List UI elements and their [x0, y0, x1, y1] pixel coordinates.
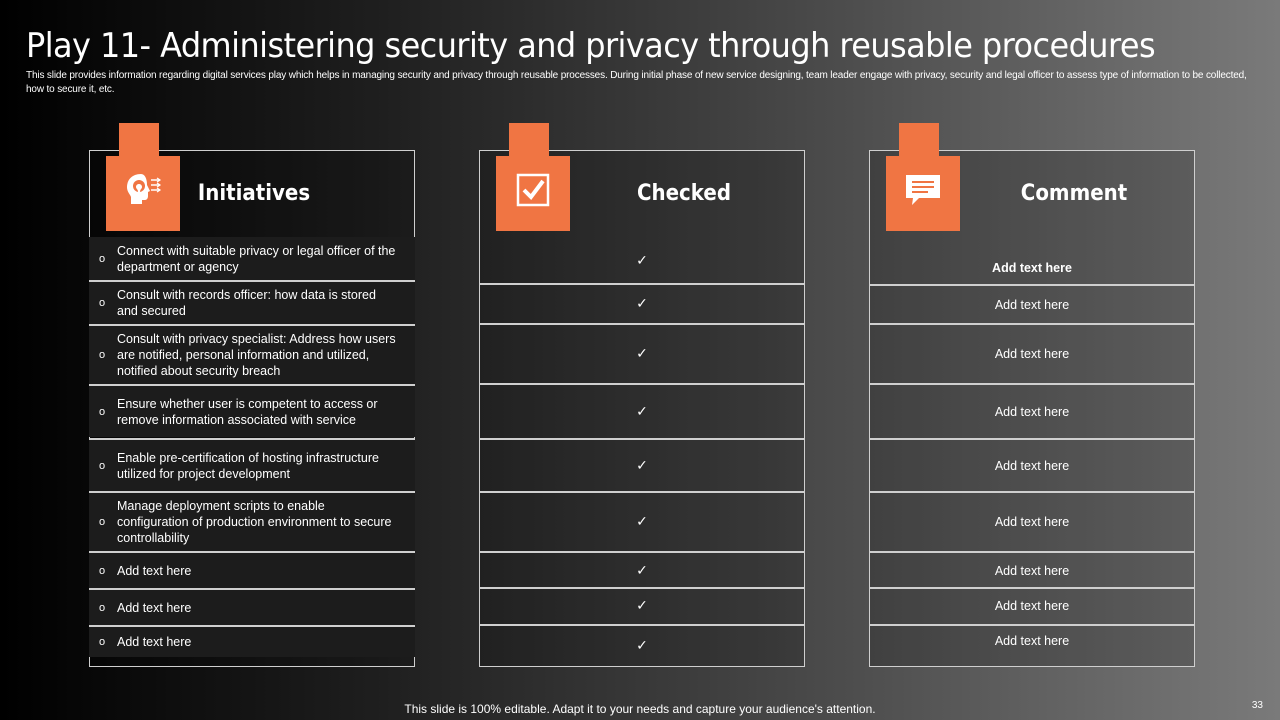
initiative-row: o Add text here: [89, 553, 415, 588]
row-divider: [869, 323, 1195, 325]
check-mark: ✓: [636, 403, 648, 420]
initiative-row: o Manage deployment scripts to enable configuration of production environment to secure controllability: [89, 493, 415, 551]
row-divider: [89, 551, 415, 553]
comment-cell: Add text here: [994, 458, 1070, 473]
initiative-row: o Enable pre-certification of hosting infrastructure utilized for project development: [89, 440, 415, 491]
row-divider: [89, 625, 415, 627]
row-divider: [89, 588, 415, 590]
row-divider: [479, 587, 805, 589]
check-mark: ✓: [636, 598, 648, 614]
comment-cell: Add text here: [994, 347, 1070, 361]
row-divider: [869, 551, 1195, 553]
comment-cell: Add text here: [994, 404, 1070, 419]
lightbulb-head-icon: [124, 171, 162, 209]
row-divider: [479, 323, 805, 325]
row-divider: [89, 324, 415, 326]
row-divider: [869, 438, 1195, 440]
row-divider: [479, 551, 805, 553]
check-mark: ✓: [636, 296, 648, 312]
initiative-row: o Consult with records officer: how data is stored and secured: [89, 282, 415, 324]
row-divider: [89, 438, 415, 440]
initiative-row: o Connect with suitable privacy or legal officer of the department or agency: [89, 237, 415, 280]
slide-footer: This slide is 100% editable. Adapt it to your needs and capture your audience's attention.: [404, 702, 876, 716]
comment-cell: Add text here: [994, 515, 1070, 529]
comment-cell: Add text here: [992, 261, 1072, 275]
initiative-row: o Ensure whether user is competent to access or remove information associated with service: [89, 386, 415, 437]
row-divider: [89, 491, 415, 493]
check-mark: ✓: [636, 562, 648, 579]
initiative-row: o Add text here: [89, 627, 415, 657]
check-mark: ✓: [636, 457, 648, 474]
row-divider: [89, 280, 415, 282]
row-divider: [869, 284, 1195, 286]
initiative-row: o Consult with privacy specialist: Address how users are notified, personal information and utilized, notified about security breach: [89, 326, 415, 384]
comment-cell: Add text here: [994, 298, 1070, 312]
row-divider: [479, 283, 805, 285]
comment-cell: Add text here: [994, 634, 1070, 648]
comment-header: Comment: [1020, 181, 1128, 206]
row-divider: [869, 624, 1195, 626]
initiative-row: o Add text here: [89, 590, 415, 625]
comment-cell: Add text here: [994, 599, 1070, 613]
check-mark: ✓: [636, 638, 648, 654]
row-divider: [479, 383, 805, 385]
check-mark: ✓: [636, 252, 648, 269]
comment-icon: [904, 171, 942, 209]
comment-cell: Add text here: [994, 563, 1070, 578]
check-mark: ✓: [636, 514, 648, 530]
check-mark: ✓: [636, 346, 648, 362]
page-number: 33: [1251, 700, 1263, 711]
row-divider: [869, 587, 1195, 589]
row-divider: [479, 624, 805, 626]
slide-title: Play 11- Administering security and privacy through reusable procedures: [26, 26, 1156, 66]
checked-header: Checked: [636, 181, 732, 206]
slide-subtitle: This slide provides information regarding digital services play which helps in managing security and privacy through reusable processes. During initial phase of new service designing, team leader engage with privacy, security and legal officer to assess type of information to be collected, how to secure it, etc.: [26, 70, 1247, 95]
comment-tab: [886, 123, 960, 231]
checked-tab: [496, 123, 570, 231]
row-divider: [869, 491, 1195, 493]
row-divider: [869, 383, 1195, 385]
row-divider: [479, 438, 805, 440]
row-divider: [479, 491, 805, 493]
checkbox-icon: [514, 171, 552, 209]
initiatives-header: Initiatives: [197, 181, 311, 206]
initiatives-tab: [106, 123, 180, 231]
row-divider: [89, 384, 415, 386]
